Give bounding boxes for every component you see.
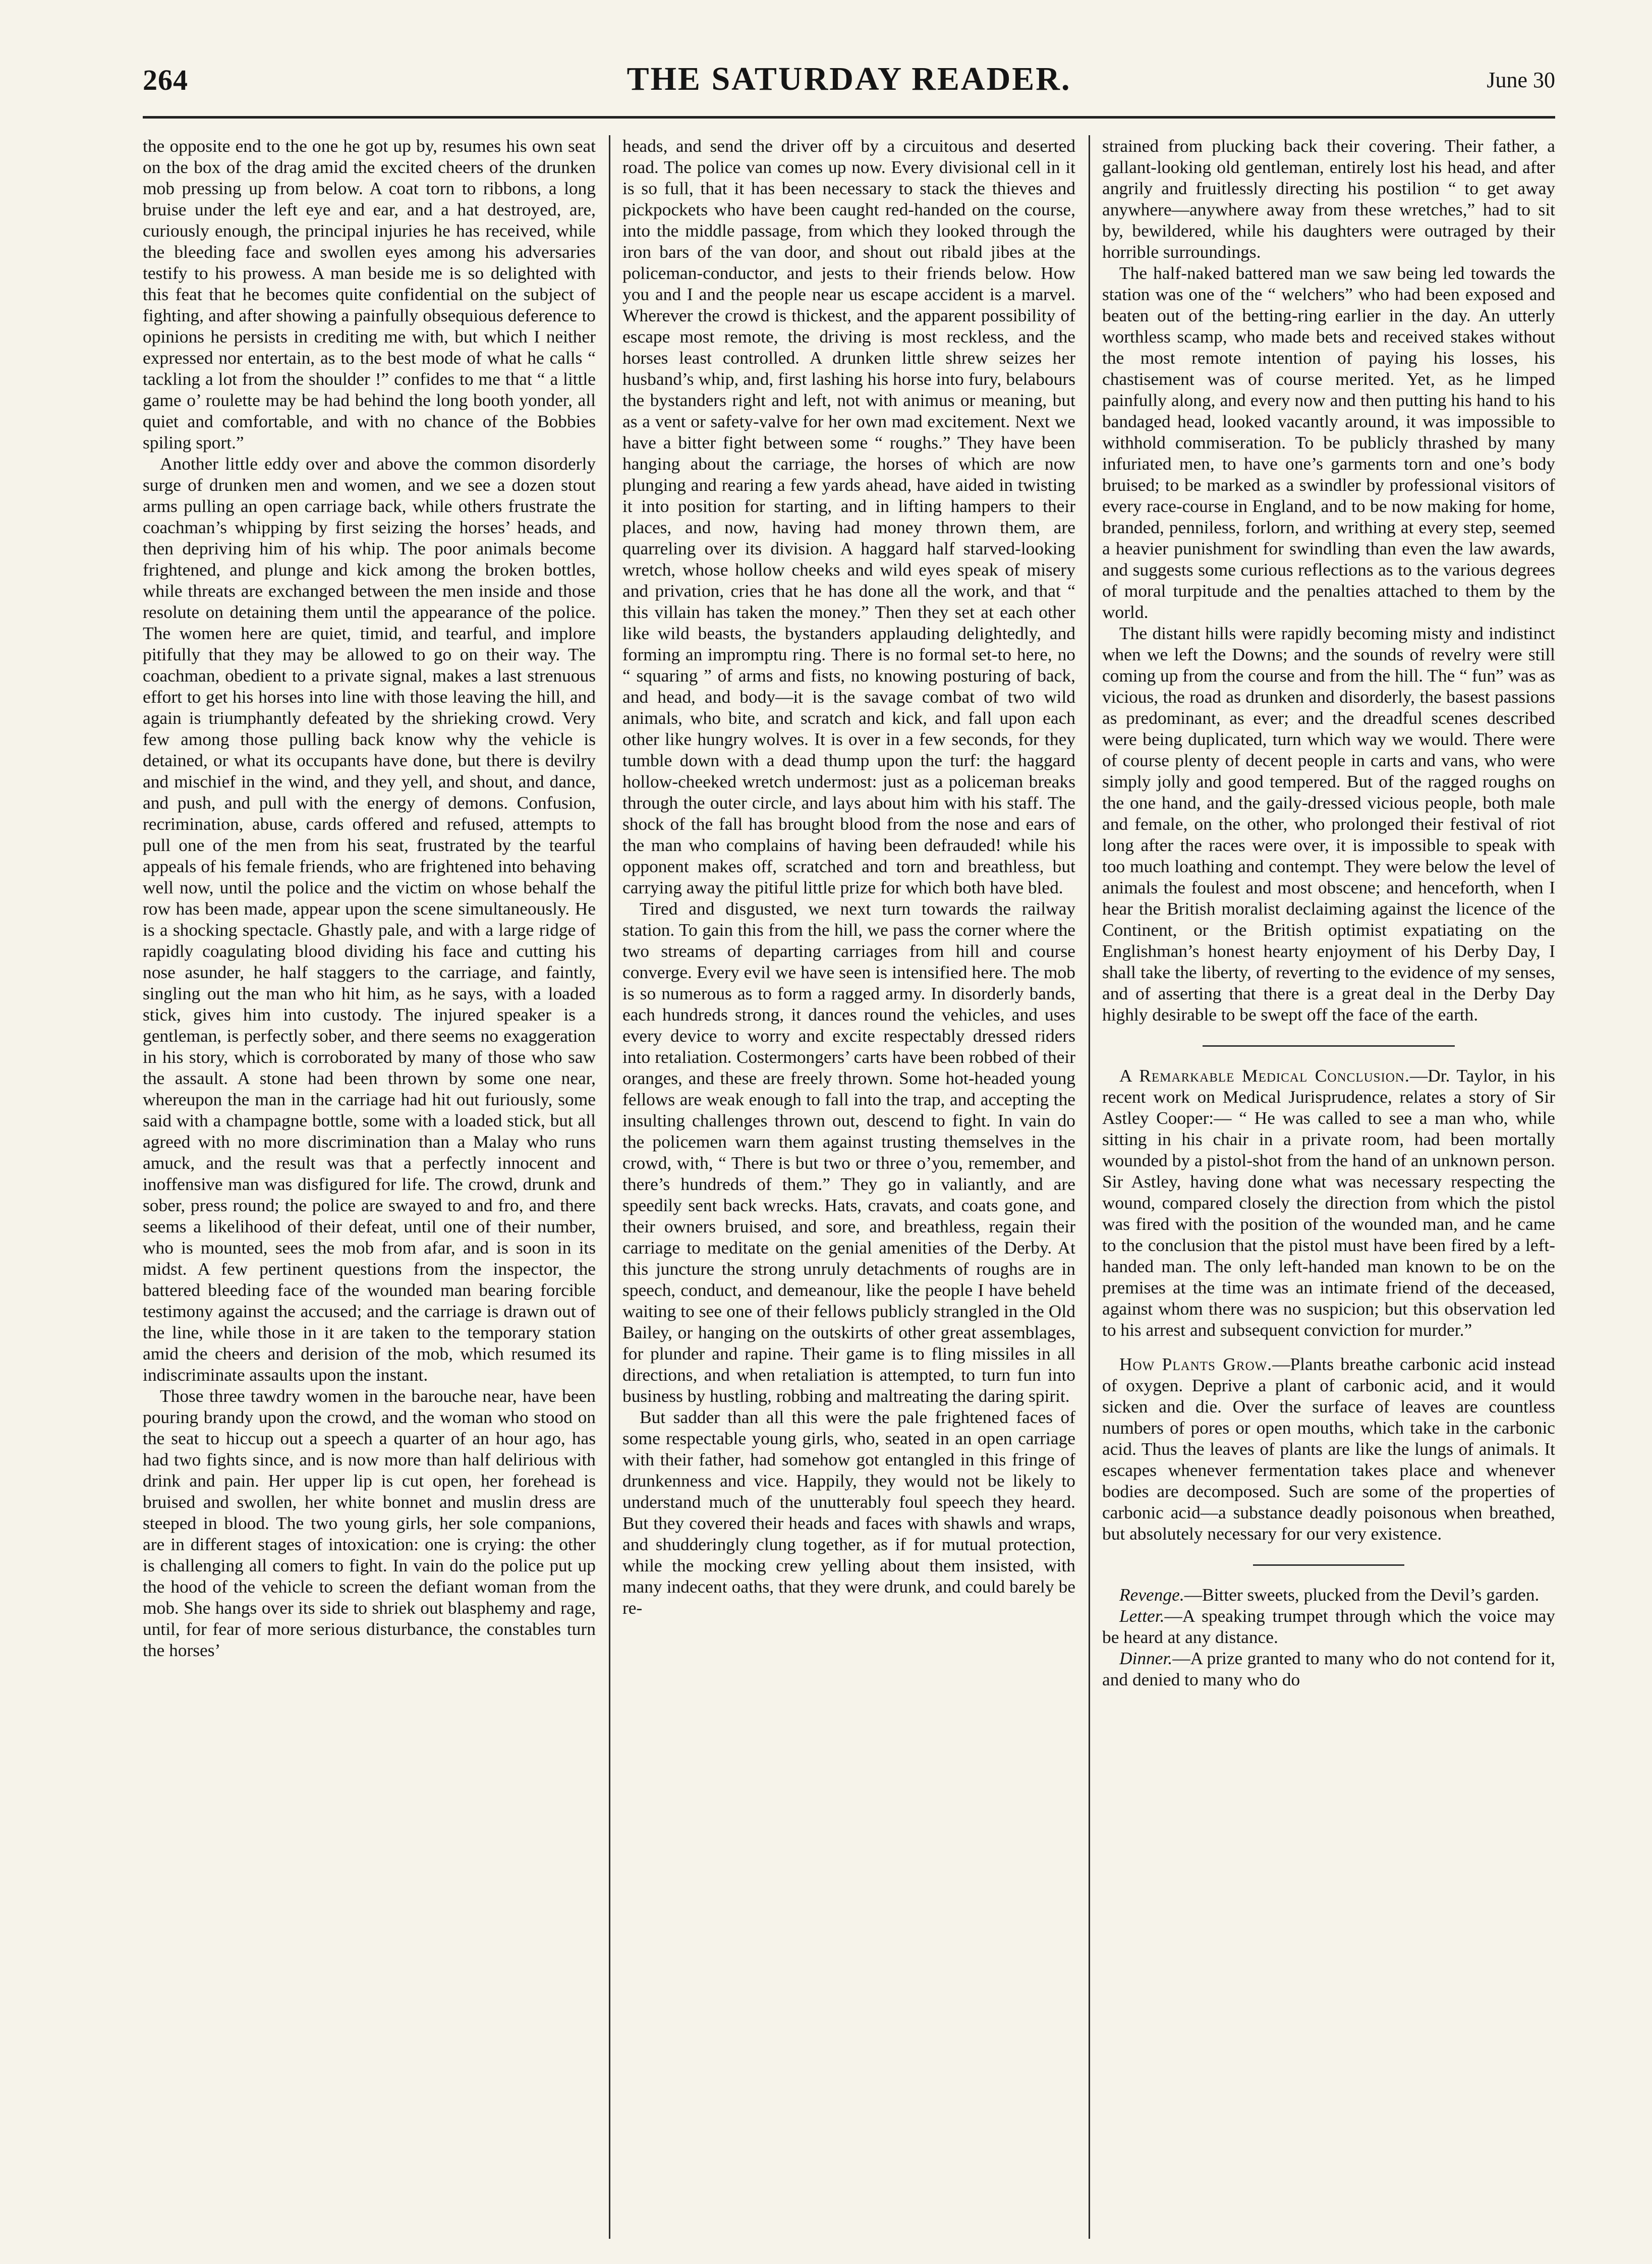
issue-date: June 30 <box>1487 68 1555 92</box>
paragraph: The half-naked battered man we saw being led towards the station was one of the “ welchers” who had been exposed and beaten out of the betting-ring earlier in the day. An utterly worthless scamp, who made bets and received stakes without the most remote intention of paying his losses, his chastisement was of course merited. Yet, as he limped painfully along, and every now and then putting his hand to his bandaged head, looked vacantly around, it was impossible to withhold commiseration. To be publicly thrashed by many infuriated men, to have one’s garments torn and one’s body bruised; to be marked as a swindler by professional visitors of every race-course in England, and to be now making for home, branded, penniless, forlorn, and writhing at every step, seemed a heavier punishment for swindling than even the law awards, and suggests some curious reflections as to the various degrees of moral turpitude and the penalties attached to them by the world. <box>1102 263 1555 622</box>
masthead-title: THE SATURDAY READER. <box>626 61 1071 97</box>
paragraph: heads, and send the driver off by a circuitous and deserted road. The police van comes up now. Every divisional cell in it is so full, that it has been necessary to stack the thieves and pickpockets who have been caught red-handed on the course, into the middle passage, from which they looked through the iron bars of the van door, and shout out ribald jibes at the policeman-conductor, and jests to their friends below. How you and I and the people near us escape accident is a marvel. Wherever the crowd is thickest, and the apparent possibility of escape most remote, the driving is most reckless, and the horses least controlled. A drunken little shrew seizes her husband’s whip, and, first lashing his horse into fury, belabours the bystanders right and left, not with animus or meaning, but as a vent or safety-valve for her own mad excitement. Next we have a bitter fight between some “ roughs.” They have been hanging about the carriage, the horses of which are now plunging and rearing a few yards ahead, have aided in twisting it into position for starting, and in lifting hampers to their places, and now, having had money thrown them, are quarreling over its division. A haggard half starved-looking wretch, whose hollow cheeks and wild eyes speak of misery and privation, cries that he has done all the work, and that “ this villain has taken the money.” Then they set at each other like wild beasts, the bystanders applauding delightedly, and forming an impromptu ring. There is no formal set-to here, no “ squaring ” of arms and fists, no knowing posturing of back, and head, and body—it is the savage combat of two wild animals, who bite, and scratch and kick, and fall upon each other like hungry wolves. It is over in a few seconds, for they tumble down with a dead thump upon the turf: the haggard hollow-cheeked wretch undermost: just as a policeman breaks through the outer circle, and lays about him with his staff. The shock of the fall has brought blood from the nose and ears of the man who complains of having been defrauded! while his opponent makes off, scratched and torn and breathless, but carrying away the pitiful little prize for which both have bled. <box>622 136 1075 897</box>
section-divider <box>1253 1564 1404 1566</box>
definition-text: —A speaking trumpet through which the voice may be heard at any distance. <box>1102 1606 1555 1647</box>
header-rule <box>143 116 1555 119</box>
column-divider <box>1089 135 1090 2239</box>
definition-term: Dinner. <box>1119 1648 1173 1668</box>
paragraph: Another little eddy over and above the common disorderly surge of drunken men and women, and we see a dozen stout arms pulling an open carriage back, while others frustrate the coachman’s whipping by first seizing the horses’ heads, and then depriving him of his whip. The poor animals become frightened, and plunge and kick among the broken bottles, while threats are exchanged between the men inside and those resolute on detaining them until the appearance of the police. The women here are quiet, timid, and tearful, and implore pitifully that they may be allowed to go on their way. The coachman, obedient to a private signal, makes a last strenuous effort to get his horses into line with those leaving the hill, and again is triumphantly defeated by the shrieking crowd. Very few among those pulling back know why the vehicle is detained, or what its occupants have done, but there is devilry and mischief in the wind, and they yell, and shout, and dance, and push, and pull with the energy of demons. Confusion, recrimination, abuse, cards offered and refused, attempts to pull one of the men from his seat, frustrated by the tearful appeals of his female friends, who are frightened into behaving well now, until the police and the victim on whose behalf the row has been made, appear upon the scene simultaneously. He is a shocking spectacle. Ghastly pale, and with a large ridge of rapidly coagulating blood dividing his face and cutting his nose asunder, he half staggers to the carriage, and faintly, singling out the man who hit him, as he says, with a loaded stick, gives him into custody. The injured speaker is a gentleman, is perfectly sober, and there seems no exaggeration in his story, which is corroborated by many of those who saw the assault. A stone had been thrown by some one near, whereupon the man in the carriage had hit out furiously, some said with a champagne bottle, some with a loaded stick, but all agreed with no more discrimination than a Malay who runs amuck, and the result was that a perfectly innocent and inoffensive man was disfigured for life. The crowd, drunk and sober, press round; the police are swayed to and fro, and there seems a likelihood of their defeat, until one of their number, who is mounted, sees the mob from afar, and is soon in its midst. A few pertinent questions from the inspector, the battered bleeding face of the wounded man bearing forcible testimony against the accused; and the carriage is drawn out of the line, while those in it are taken to the temporary station amid the cheers and derision of the mob, which resumed its indiscriminate assaults upon the instant. <box>143 454 596 1385</box>
definition-term: Revenge. <box>1119 1584 1184 1605</box>
news-item <box>1102 1065 1555 1340</box>
paragraph: The distant hills were rapidly becoming misty and indistinct when we left the Downs; and the sounds of revelry were still coming up from the course and from the hill. The “ fun” was as vicious, the road as drunken and disorderly, the basest passions as predominant, as ever; and the dreadful scenes described were being duplicated, turn which way we would. There were of course plenty of decent people in carts and vans, who were simply jolly and good tempered. But of the ragged roughs on the one hand, and the gaily-dressed vicious people, both male and female, on the other, who prolonged their festival of riot long after the races were over, it is impossible to speak with too much loathing and contempt. They were below the level of animals the foulest and most obscene; and henceforth, when I hear the British moralist declaiming against the licence of the Continent, or the British optimist expatiating on the Englishman’s honest hearty enjoyment of his Derby Day, I shall take the liberty, of reverting to the evidence of my senses, and of asserting that there is a great deal in the Derby Day highly desirable to be swept off the face of the earth. <box>1102 623 1555 1025</box>
definition-text: —A prize granted to many who do not contend for it, and denied to many who do <box>1102 1648 1555 1689</box>
definition <box>1102 1584 1555 1605</box>
page-header <box>143 63 1555 108</box>
news-item <box>1102 1353 1555 1544</box>
paragraph: Tired and disgusted, we next turn towards the railway station. To gain this from the hill, we pass the corner where the two streams of departing carriages from hill and course converge. Every evil we have seen is intensified here. The mob is so numerous as to form a ragged army. In disorderly bands, each hundreds strong, it dances round the vehicles, and uses every device to worry and excite respectably dressed riders into retaliation. Costermongers’ carts have been robbed of their oranges, and these are freely thrown. Some hot-headed young fellows are weak enough to fall into the trap, and accepting the insulting challenges thrown out, descend to fight. In vain do the policemen warn them against trusting themselves in the crowd, with, “ There is but two or three o’you, remember, and there’s hundreds of them.” They go in valiantly, and are speedily sent back wrecks. Hats, cravats, and coats gone, and their owners bruised, and sore, and breathless, regain their carriage to meditate on the genial amenities of the Derby. At this juncture the strong unruly detachments of roughs are in speech, conduct, and demeanour, like the people I have beheld waiting to see one of their fellows publicly strangled in the Old Bailey, or hanging on the outskirts of other great assemblages, for plunder and rapine. Their game is to fling missiles in all directions, and when retaliation is attempted, to turn fun into business by hustling, robbing and maltreating the daring spirit. <box>622 898 1075 1406</box>
column-2 <box>622 135 1075 2239</box>
definition-text: —Bitter sweets, plucked from the Devil’s garden. <box>1184 1584 1540 1605</box>
item-title: A Remarkable Medical Conclusion. <box>1119 1065 1410 1086</box>
spacer <box>1102 1340 1555 1353</box>
paragraph: the opposite end to the one he got up by, resumes his own seat on the box of the drag amid the excited cheers of the drunken mob pressing up from below. A coat torn to ribbons, a long bruise under the left eye and ear, and a hat destroyed, are, curiously enough, the principal injuries he has received, while the bleeding face and swollen eyes among his adversaries testify to his prowess. A man beside me is so delighted with this feat that he becomes quite confidential on the subject of fighting, and after showing a painfully obsequious deference to opinions he persists in crediting me with, but which I neither expressed nor entertain, as to the best mode of what he calls “ tackling a lot from the shoulder !” confides to me that “ a little game o’ roulette may be had behind the long booth yonder, all quiet and comfortable, and with no chance of the Bobbies spiling sport.” <box>143 136 596 452</box>
definition <box>1102 1605 1555 1648</box>
column-1 <box>143 135 596 2239</box>
definition <box>1102 1648 1555 1690</box>
paragraph: Those three tawdry women in the barouche near, have been pouring brandy upon the crowd, and the woman who stood on the seat to hiccup out a speech a quarter of an hour ago, has had two fights since, and is now more than half delirious with drink and pain. Her upper lip is cut open, her forehead is bruised and swollen, her white bonnet and muslin dress are steeped in blood. The two young girls, her sole companions, are in different stages of intoxication: one is crying: the other is challenging all comers to fight. In vain do the police put up the hood of the vehicle to screen the defiant woman from the mob. She hangs over its side to shriek out blasphemy and rage, until, for fear of more serious disturbance, the constables turn the horses’ <box>143 1386 596 1660</box>
definition-term: Letter. <box>1119 1606 1165 1626</box>
paragraph: strained from plucking back their covering. Their father, a gallant-looking old gentleman, entirely lost his head, and after angrily and fruitlessly directing his postilion “ to get away anywhere—anywhere away from these wretches,” had to sit by, bewildered, while his daughters were outraged by their horrible surroundings. <box>1102 136 1555 262</box>
item-text: —Dr. Taylor, in his recent work on Medical Jurisprudence, relates a story of Sir Astley Cooper:— “ He was called to see a man who, while sitting in his chair in a private room, had been mortally wounded by a pistol-shot from the hand of an unknown person. Sir Astley, having done what was necessary respecting the wound, compared closely the direction from which the pistol was fired with the position of the wounded man, and he came to the conclusion that the pistol must have been fired by a left-handed man. The only left-handed man known to be on the premises at the time was an intimate friend of the deceased, against whom there was no suspicion; but this observation led to his arrest and subsequent conviction for murder.” <box>1102 1065 1555 1340</box>
page-number: 264 <box>143 64 188 96</box>
paragraph: But sadder than all this were the pale frightened faces of some respectable young girls, who, seated in an open carriage with their father, had somehow got entangled in this fringe of drunkenness and vice. Happily, they would not be likely to understand much of the unutterably foul speech they heard. But they covered their heads and faces with shawls and wraps, and shudderingly clung together, as if for mutual protection, while the mocking crew yelling about them insisted, with many indecent oaths, that they were drunk, and could barely be re- <box>622 1407 1075 1618</box>
section-divider <box>1203 1045 1455 1047</box>
item-title: How Plants Grow. <box>1119 1354 1273 1374</box>
article-columns <box>143 135 1555 2239</box>
item-text: —Plants breathe carbonic acid instead of oxygen. Deprive a plant of carbonic acid, and it would sicken and die. Over the surface of leaves are countless numbers of pores or open mouths, which take in the carbonic acid. Thus the leaves of plants are like the lungs of animals. It escapes whenever fermentation takes place and whenever bodies are decomposed. Such are some of the properties of carbonic acid—a substance deadly poisonous when breathed, but absolutely necessary for our very existence. <box>1102 1354 1555 1544</box>
column-3 <box>1102 135 1555 2239</box>
column-divider <box>609 135 610 2239</box>
